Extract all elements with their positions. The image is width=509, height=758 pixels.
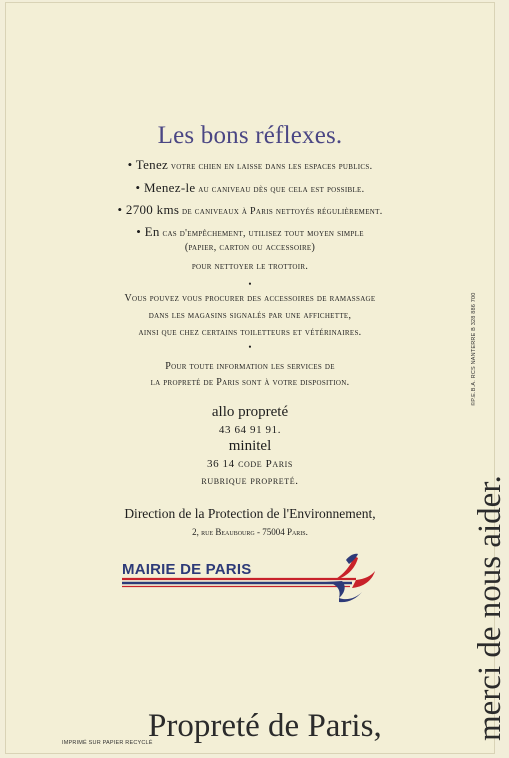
address: 2, rue Beaubourg - 75004 Paris. bbox=[192, 527, 308, 537]
tip-2-lead: • Menez-le bbox=[135, 180, 196, 195]
phone-number: 43 64 91 91. bbox=[218, 424, 282, 436]
mairie-de-paris-wordmark: MAIRIE DE PARIS bbox=[122, 561, 252, 578]
allo-proprete-label: allo propreté bbox=[211, 404, 289, 420]
heading: Les bons réflexes. bbox=[157, 122, 343, 149]
tip-4-line-2: (papier, carton ou accessoire) bbox=[184, 242, 316, 253]
tip-3-text: de caniveaux à Paris nettoyés régulièrement. bbox=[182, 206, 383, 217]
accessories-line-3: ainsi que chez certains toiletteurs et vétérinaires. bbox=[138, 327, 362, 338]
tip-1 bbox=[0, 157, 500, 173]
slogan-vertical: merci de nous aider. bbox=[472, 475, 508, 741]
tip-3 bbox=[0, 202, 500, 218]
info-line-2: la propreté de Paris sont à votre disposition. bbox=[150, 377, 350, 388]
tip-4-text: cas d'empêchement, utilisez tout moyen simple bbox=[162, 228, 364, 239]
tip-1-lead: • Tenez bbox=[127, 157, 169, 172]
separator-dot: • bbox=[248, 279, 252, 289]
recycled-paper-note: IMPRIMÉ SUR PAPIER RECYCLÉ bbox=[62, 740, 153, 746]
accessories-line-1: Vous pouvez vous procurer des accessoires de ramassage bbox=[124, 293, 376, 304]
rubrique-proprete: rubrique propreté. bbox=[201, 475, 299, 487]
mairie-de-paris-logo-icon bbox=[120, 550, 382, 610]
tip-2 bbox=[0, 180, 500, 196]
direction-name: Direction de la Protection de l'Environnement, bbox=[124, 506, 376, 521]
minitel-code: 36 14 code Paris bbox=[207, 458, 293, 470]
info-line-1: Pour toute information les services de bbox=[165, 361, 335, 372]
vertical-credit: ©P.E.B.A. RCS NANTERRE B 328 886 700 bbox=[471, 292, 477, 406]
accessories-line-2: dans les magasins signalés par une affichette, bbox=[148, 310, 352, 321]
tip-2-text: au caniveau dès que cela est possible. bbox=[198, 184, 365, 195]
tip-1-text: votre chien en laisse dans les espaces publics. bbox=[170, 161, 373, 172]
tip-4-lead: • En bbox=[136, 224, 160, 239]
slogan-bottom: Propreté de Paris, bbox=[148, 708, 382, 744]
tip-3-lead: • 2700 kms bbox=[117, 202, 180, 217]
tip-4-line-3: pour nettoyer le trottoir. bbox=[191, 261, 309, 272]
minitel-label: minitel bbox=[228, 438, 272, 454]
tip-4 bbox=[0, 224, 500, 240]
separator-dot: • bbox=[248, 342, 252, 352]
